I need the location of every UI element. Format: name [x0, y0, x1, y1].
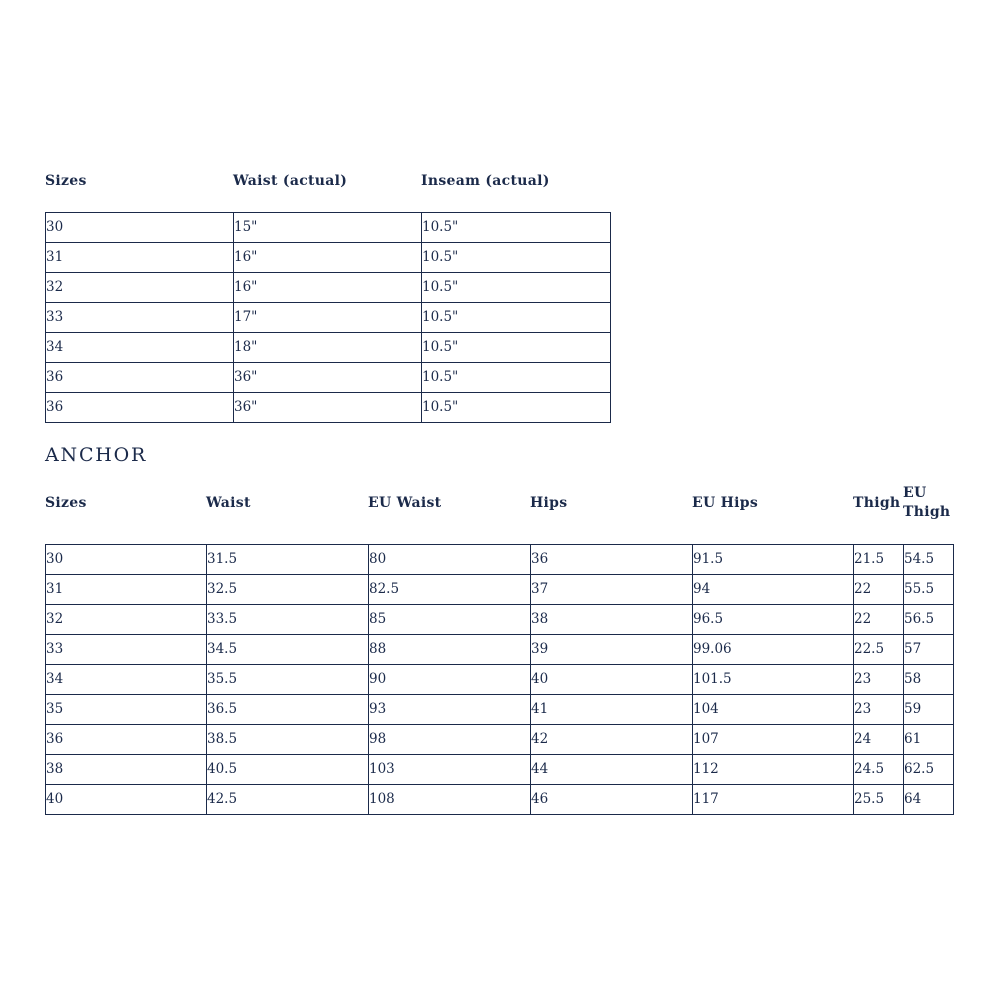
table-cell: 39: [531, 635, 693, 665]
table-cell: 93: [369, 695, 531, 725]
table-cell: 46: [531, 785, 693, 815]
table-row: [46, 393, 611, 423]
table-cell: 55.5: [904, 575, 954, 605]
table-cell: 38.5: [207, 725, 369, 755]
table-cell: 31: [46, 575, 207, 605]
table2-header-eu-waist: EU Waist: [368, 495, 442, 511]
table-cell: 117: [693, 785, 854, 815]
table-row: [46, 575, 954, 605]
table-row: [46, 273, 611, 303]
table-row: [46, 695, 954, 725]
table-cell: 10.5": [422, 243, 611, 273]
table-row: [46, 605, 954, 635]
table-cell: 38: [46, 755, 207, 785]
section-title-anchor: ANCHOR: [45, 444, 148, 466]
table1-header-inseam: Inseam (actual): [421, 173, 550, 189]
table-cell: 32: [46, 605, 207, 635]
table-cell: 112: [693, 755, 854, 785]
table-cell: 42: [531, 725, 693, 755]
table2-header-eu-thigh: EU Thigh: [903, 485, 951, 520]
table-cell: 21.5: [854, 545, 904, 575]
table-cell: 40: [531, 665, 693, 695]
table-cell: 80: [369, 545, 531, 575]
table-cell: 24: [854, 725, 904, 755]
table-cell: 36: [46, 393, 234, 423]
table-row: [46, 545, 954, 575]
table-cell: 10.5": [422, 363, 611, 393]
table-cell: 42.5: [207, 785, 369, 815]
table-cell: 101.5: [693, 665, 854, 695]
table-row: [46, 333, 611, 363]
table-cell: 59: [904, 695, 954, 725]
table-cell: 33: [46, 303, 234, 333]
table-cell: 22.5: [854, 635, 904, 665]
table2-header-thigh: Thigh: [853, 495, 901, 511]
table-cell: 32.5: [207, 575, 369, 605]
table2-header-hips: Hips: [530, 495, 568, 511]
table-cell: 62.5: [904, 755, 954, 785]
table2-header-sizes: Sizes: [45, 495, 87, 511]
table-cell: 41: [531, 695, 693, 725]
table-cell: 16": [234, 273, 422, 303]
table-row: [46, 665, 954, 695]
table-cell: 58: [904, 665, 954, 695]
table-cell: 36": [234, 363, 422, 393]
table-cell: 36: [46, 725, 207, 755]
table-cell: 18": [234, 333, 422, 363]
table-cell: 31: [46, 243, 234, 273]
table-cell: 98: [369, 725, 531, 755]
table-cell: 36: [46, 363, 234, 393]
table-cell: 40.5: [207, 755, 369, 785]
table-row: [46, 363, 611, 393]
table-cell: 35.5: [207, 665, 369, 695]
table-cell: 90: [369, 665, 531, 695]
table-cell: 30: [46, 545, 207, 575]
table-cell: 10.5": [422, 213, 611, 243]
table-cell: 23: [854, 665, 904, 695]
table-cell: 36: [531, 545, 693, 575]
table-cell: 96.5: [693, 605, 854, 635]
table-cell: 91.5: [693, 545, 854, 575]
table-cell: 37: [531, 575, 693, 605]
table-cell: 34: [46, 333, 234, 363]
table-row: [46, 213, 611, 243]
table-cell: 54.5: [904, 545, 954, 575]
table-row: [46, 635, 954, 665]
table-cell: 15": [234, 213, 422, 243]
table-cell: 10.5": [422, 303, 611, 333]
table-cell: 35: [46, 695, 207, 725]
table-cell: 108: [369, 785, 531, 815]
table-cell: 23: [854, 695, 904, 725]
table-row: [46, 303, 611, 333]
size-table-1: [45, 212, 611, 423]
table-cell: 56.5: [904, 605, 954, 635]
table-cell: 24.5: [854, 755, 904, 785]
table-cell: 31.5: [207, 545, 369, 575]
table-row: [46, 243, 611, 273]
table-cell: 44: [531, 755, 693, 785]
table1-header-waist: Waist (actual): [233, 173, 348, 189]
table-cell: 107: [693, 725, 854, 755]
table-cell: 40: [46, 785, 207, 815]
table-cell: 82.5: [369, 575, 531, 605]
table-cell: 34.5: [207, 635, 369, 665]
table-cell: 10.5": [422, 333, 611, 363]
table-cell: 22: [854, 605, 904, 635]
table-cell: 34: [46, 665, 207, 695]
table-cell: 103: [369, 755, 531, 785]
table-cell: 33.5: [207, 605, 369, 635]
table2-header-eu-hips: EU Hips: [692, 495, 759, 511]
table-cell: 88: [369, 635, 531, 665]
table-cell: 36.5: [207, 695, 369, 725]
table-cell: 36": [234, 393, 422, 423]
table1-header-sizes: Sizes: [45, 173, 87, 189]
table-cell: 16": [234, 243, 422, 273]
table-cell: 22: [854, 575, 904, 605]
table-cell: 99.06: [693, 635, 854, 665]
table-cell: 38: [531, 605, 693, 635]
table-row: [46, 725, 954, 755]
table-cell: 10.5": [422, 393, 611, 423]
table-cell: 85: [369, 605, 531, 635]
table-row: [46, 755, 954, 785]
table-cell: 64: [904, 785, 954, 815]
table-cell: 61: [904, 725, 954, 755]
anchor-size-table: [45, 544, 954, 815]
table-cell: 32: [46, 273, 234, 303]
table-cell: 57: [904, 635, 954, 665]
table2-header-waist: Waist: [206, 495, 251, 511]
table-cell: 30: [46, 213, 234, 243]
table-cell: 17": [234, 303, 422, 333]
table-cell: 33: [46, 635, 207, 665]
table-cell: 104: [693, 695, 854, 725]
table-row: [46, 785, 954, 815]
table-cell: 25.5: [854, 785, 904, 815]
table-cell: 94: [693, 575, 854, 605]
table-cell: 10.5": [422, 273, 611, 303]
